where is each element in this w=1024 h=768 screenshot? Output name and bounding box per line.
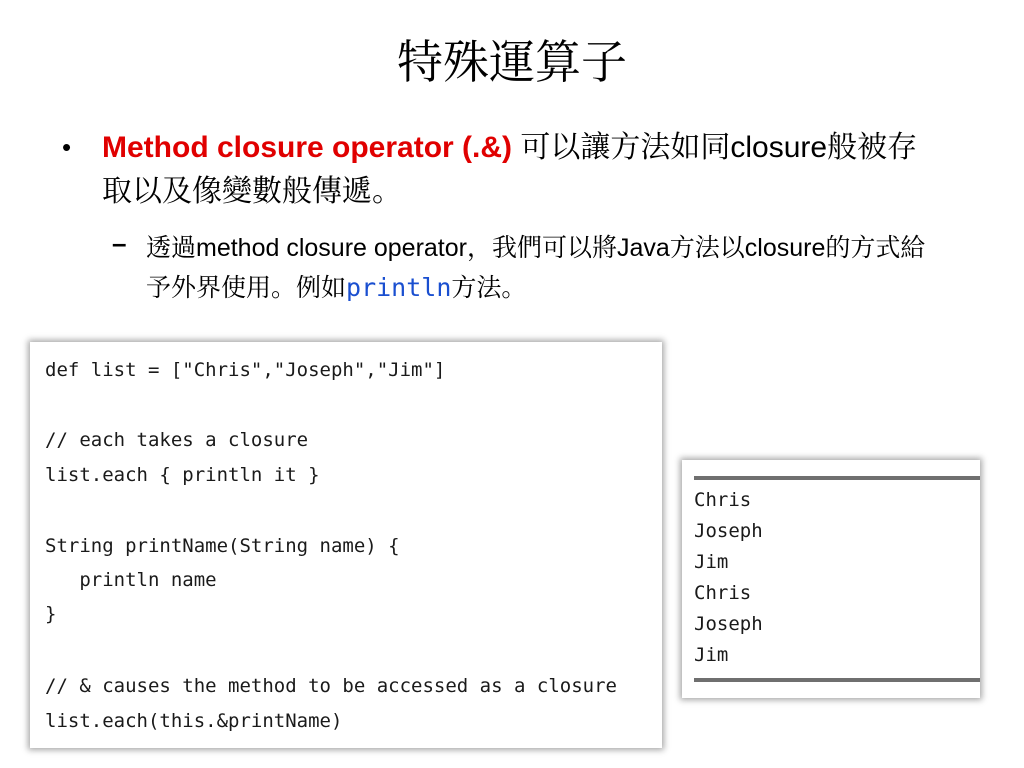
code-line: // & causes the method to be accessed as a closure — [45, 675, 617, 697]
bullet-highlight: Method closure operator (.&) — [102, 131, 513, 164]
slide-title: 特殊運算子 — [397, 35, 627, 89]
sub-bullet-text — [146, 228, 946, 308]
output-line: Chris — [694, 489, 752, 511]
output-line: Jim — [694, 551, 729, 573]
code-listing — [30, 342, 662, 748]
output-listing — [682, 460, 980, 698]
output-top-rule — [694, 476, 980, 480]
code-line: list.each(this.&printName) — [45, 710, 343, 732]
output-line: Chris — [694, 582, 752, 604]
bullet-text — [102, 126, 942, 214]
code-line: // each takes a closure — [45, 429, 309, 451]
sub-bullet-dash: – — [112, 228, 127, 258]
output-line: Joseph — [694, 520, 763, 542]
bullet-rest: 可以讓方法如同closure般被存取以及像變數般傳遞。 — [102, 131, 918, 208]
bullet-dot-icon: • — [62, 132, 72, 162]
code-line: } — [45, 603, 57, 625]
code-line: println name — [45, 569, 217, 591]
output-line: Jim — [694, 644, 729, 666]
output-bottom-rule — [694, 678, 980, 682]
sub-bullet-text-before: 透過method closure operator，我們可以將Java方法以closure的方式給予外界使用。例如 — [146, 234, 926, 302]
code-line: list.each { println it } — [45, 464, 320, 486]
code-line: String printName(String name) { — [45, 535, 400, 557]
sub-bullet-text-after: 方法。 — [451, 274, 527, 302]
code-line: def list = ["Chris","Joseph","Jim"] — [45, 359, 446, 381]
sub-bullet-code-word: println — [346, 273, 452, 302]
output-line: Joseph — [694, 613, 763, 635]
